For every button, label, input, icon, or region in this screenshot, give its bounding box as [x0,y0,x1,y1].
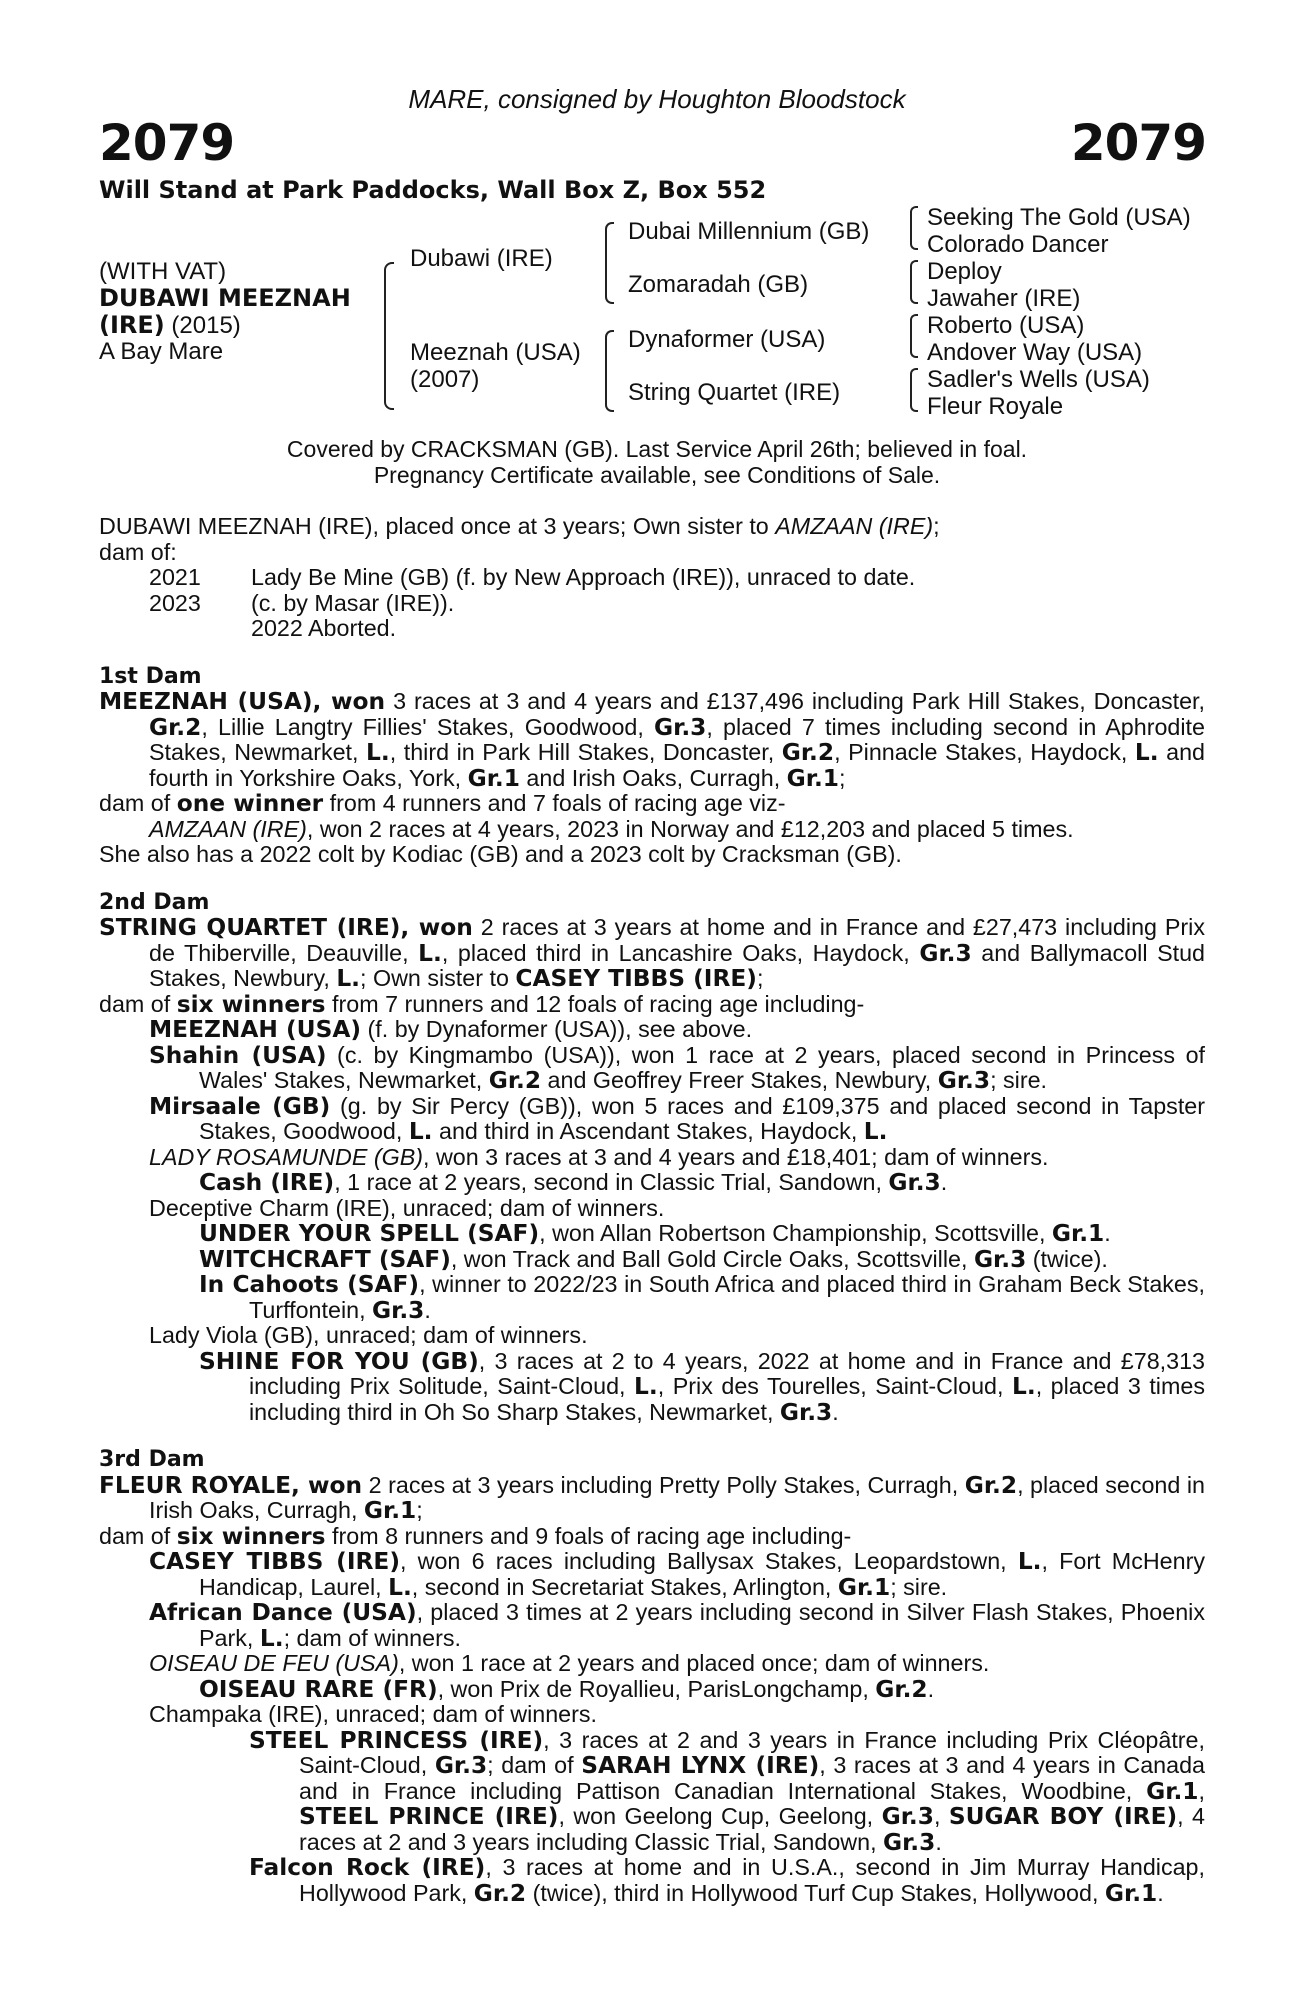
brace-gen3-0 [910,206,918,250]
produce-row [99,616,1205,642]
text-run: ; [839,764,846,791]
text-run: CASEY TIBBS (IRE) [515,965,757,992]
produce-text: (c. by Masar (IRE)). [251,589,455,616]
text-run: , 3 races at 3 and 4 years in Canada and in France including Pattison Canadian International Stakes, Woodbine, [299,1752,1205,1804]
text-run: L. [259,1624,284,1652]
text-run: , won 3 races at 3 and 4 years and £18,401; dam of winners. [423,1143,1049,1170]
gen3-3: Jawaher (IRE) [927,285,1081,312]
text-run: dam of [99,790,177,816]
intro-line [99,514,1205,540]
catalogue-body [99,514,1205,1906]
text-run: OISEAU RARE (FR) [199,1675,438,1703]
dam2-grandprogeny-under-your-spell [99,1221,1205,1247]
text-run: CASEY TIBBS (IRE) [149,1548,400,1575]
text-run: Gr.3 [883,1828,936,1856]
dam2-progeny-mirsaale [99,1094,1205,1145]
intro-text: DUBAWI MEEZNAH (IRE), placed once at 3 years; Own sister to [99,513,776,539]
dam3-progeny-african-dance [99,1600,1205,1651]
text-run: STEEL PRINCE (IRE) [299,1803,559,1830]
text-run: ; dam of [487,1752,582,1778]
produce-row [99,565,1205,591]
text-run: , placed 3 times including third in Oh So Sharp Stakes, Newmarket, [249,1373,1205,1425]
horse-name-line2 [99,311,241,340]
text-run: Gr.2 [781,739,835,766]
covered-line2: Pregnancy Certificate available, see Conditions of Sale. [373,462,941,488]
text-run: (twice), third in Hollywood Turf Cup Stakes, Hollywood, [526,1879,1105,1906]
text-run: Gr.3 [881,1803,934,1830]
text-run: , 1 race at 2 years, second in Classic Trial, Sandown, [334,1169,889,1195]
lot-number-right: 2079 [1070,114,1206,172]
text-run: ; sire. [990,1067,1048,1093]
text-run: , 3 races at 2 to 4 years, 2022 at home and in France and £78,313 including Prix Solitude, Saint-Cloud, [249,1347,1205,1399]
lot-number-left: 2079 [99,114,235,172]
text-run: ; sire. [890,1573,948,1600]
sire: Dubawi (IRE) [410,245,553,272]
text-run: Cash (IRE) [199,1169,335,1196]
text-run: six winners [176,1522,326,1550]
text-run: Gr.2 [875,1675,928,1703]
text-run: SARAH LYNX (IRE) [581,1752,820,1779]
text-run: . [424,1296,431,1323]
dam-line2: (2007) [410,366,480,393]
dam2-grandprogeny-witchcraft [99,1247,1205,1273]
dam2-dam-of [99,992,1205,1018]
text-run: L. [388,1573,412,1601]
dam3-name: FLEUR ROYALE, won [99,1471,363,1499]
text-run: , second in Secretariat Stakes, Arlington, [411,1573,838,1600]
text-run: from 7 runners and 12 foals of racing age including- [325,990,865,1017]
brace-gen3-2 [910,314,918,358]
text-run: , Prix des Tourelles, Saint-Cloud, [657,1373,1012,1399]
text-run: (g. by Sir Percy (GB)), won 5 races and £109,375 and placed second in Tapster Stakes, Goodwood, [199,1092,1206,1144]
dam1-progeny-amzaan [99,817,1205,843]
dam3-progeny-casey-tibbs [99,1549,1205,1600]
text-run: (twice). [1026,1245,1108,1272]
dam2-grandprogeny-in-cahoots [99,1272,1205,1323]
text-run: In Cahoots (SAF) [199,1271,420,1298]
dam2-name: STRING QUARTET (IRE), won [99,914,473,941]
dam1-also: She also has a 2022 colt by Kodiac (GB) and a 2023 colt by Cracksman (GB). [99,841,902,867]
text-run: Gr.1 [837,1573,891,1601]
text-run: , placed 3 times at 2 years including second in Silver Flash Stakes, Phoenix Park, [199,1599,1205,1651]
text-run: , won 2 races at 4 years, 2023 in Norway and £12,203 and placed 5 times. [306,815,1074,842]
text-run: , won Track and Ball Gold Circle Oaks, Scottsville, [450,1245,974,1272]
text-run: , winner to 2022/23 in South Africa and placed third in Graham Beck Stakes, Turffontein, [249,1271,1205,1323]
text-run: L. [863,1118,888,1145]
dam3-grandprogeny-steel-princess [99,1728,1205,1856]
dam-line1: Meeznah (USA) [410,339,581,366]
text-run: L. [1134,739,1159,766]
text-run: L. [366,739,390,766]
stand-location: Will Stand at Park Paddocks, Wall Box Z, Box 552 [99,176,767,204]
gen3-1: Colorado Dancer [927,231,1109,258]
text-run: and Irish Oaks, Curragh, [519,764,787,791]
produce-year: 2023 [149,589,201,616]
text-run: 3 races at 3 and 4 years and £137,496 including Park Hill Stakes, Doncaster, [385,688,1205,714]
text-run: ; dam of winners. [283,1624,461,1651]
text-run: , Lillie Langtry Fillies' Stakes, Goodwood, [201,713,655,740]
text-run: Gr.2 [964,1471,1018,1499]
text-run: SUGAR BOY (IRE) [948,1803,1178,1830]
text-run: . [1104,1220,1111,1246]
text-run: MEEZNAH (USA) [149,1016,362,1043]
text-run: L. [1017,1548,1042,1575]
gen2-1: Zomaradah (GB) [628,271,809,298]
dam2-progeny-lady-viola: Lady Viola (GB), unraced; dam of winners. [149,1322,588,1348]
brace-gen3-1 [910,260,918,304]
text-run: , won Allan Robertson Championship, Scottsville, [539,1220,1052,1246]
text-run: Mirsaale (GB) [149,1092,331,1120]
dam3-progeny-oiseau-de-feu [99,1651,1205,1677]
produce-text: Lady Be Mine (GB) (f. by New Approach (IRE)), unraced to date. [251,564,916,590]
text-run: Gr.2 [488,1067,542,1094]
dam1-heading: 1st Dam [99,663,202,689]
text-run: Gr.1 [1104,1879,1158,1907]
gen3-7: Fleur Royale [927,393,1064,420]
text-run: L. [634,1373,658,1400]
text-run: OISEAU DE FEU (USA) [149,1650,399,1676]
text-run: L. [336,965,361,992]
text-run: from 8 runners and 9 foals of racing age including- [325,1522,852,1549]
dam2-record [99,915,1205,992]
gen3-6: Sadler's Wells (USA) [927,366,1150,393]
text-run: L. [1011,1373,1036,1400]
text-run: Gr.3 [937,1067,991,1094]
text-run: (f. by Dynaformer (USA)), see above. [361,1016,753,1042]
dam2-progeny-shahin [99,1043,1205,1094]
text-run: Gr.1 [363,1497,417,1524]
dam2-progeny-deceptive-charm: Deceptive Charm (IRE), unraced; dam of winners. [149,1194,665,1221]
text-run: African Dance (USA) [149,1599,417,1626]
text-run: , 3 races at home and in U.S.A., second in Jim Murray Handicap, Hollywood Park, [299,1854,1205,1906]
dam3-heading: 3rd Dam [99,1447,205,1472]
gen2-3: String Quartet (IRE) [628,379,841,406]
text-run: and Geoffrey Freer Stakes, Newbury, [541,1067,938,1093]
text-run: Gr.3 [779,1398,833,1426]
text-run: LADY ROSAMUNDE (GB) [149,1143,423,1170]
horse-year: (2015) [164,312,241,339]
intro-dam-of: dam of: [99,538,177,565]
produce-text: 2022 Aborted. [251,615,397,641]
dam1-dam-of [99,791,1205,817]
gen2-0: Dubai Millennium (GB) [628,218,870,245]
vat-note: (WITH VAT) [99,258,227,285]
text-run: ; [756,965,764,991]
horse-description: A Bay Mare [99,338,224,365]
text-run: , third in Park Hill Stakes, Doncaster, [389,739,782,765]
text-run: , [1198,1777,1205,1804]
text-run: , placed 7 times including second in Aphrodite Stakes, Newmarket, [149,713,1205,765]
text-run: Gr.3 [973,1245,1027,1273]
text-run: , 3 races at 2 and 3 years in France including Prix Cléopâtre, Saint-Cloud, [299,1726,1205,1778]
text-run: Gr.1 [467,764,520,792]
text-run: one winner [176,790,324,817]
gen3-0: Seeking The Gold (USA) [927,204,1191,231]
dam2-progeny-lady-rosamunde [99,1145,1205,1171]
dam2-grandprogeny-shine-for-you [99,1349,1205,1426]
text-run: six winners [176,990,326,1018]
dam2-progeny-meeznah [99,1017,1205,1043]
text-run: ; [416,1497,423,1523]
gen3-5: Andover Way (USA) [927,339,1143,366]
text-run: 2 races at 3 years at home and in France and £27,473 including Prix de Thiberville, Deauville, [149,914,1205,966]
covered-note [0,436,1314,488]
text-run: . [927,1675,935,1702]
text-run: , placed second in Irish Oaks, Curragh, [149,1471,1205,1523]
text-run: and fourth in Yorkshire Oaks, York, [149,739,1205,791]
intro-end: ; [933,513,940,539]
horse-name: DUBAWI MEEZNAH [99,284,351,312]
text-run: Gr.3 [372,1296,425,1324]
text-run: , won Geelong Cup, Geelong, [558,1803,882,1829]
text-run: AMZAAN (IRE) [149,815,307,842]
text-run: Gr.1 [786,764,840,792]
dam3-progeny-champaka: Champaka (IRE), unraced; dam of winners. [149,1701,598,1727]
text-run: dam of [99,1522,177,1549]
brace-sire [605,222,614,304]
produce-row [99,591,1205,617]
text-run: , won Prix de Royallieu, ParisLongchamp, [437,1675,876,1702]
dam2-heading: 2nd Dam [99,889,210,915]
gen2-2: Dynaformer (USA) [628,326,826,353]
text-run: (c. by Kingmambo (USA)), won 1 race at 2 years, placed second in Princess of Wales' Stakes, Newmarket, [199,1041,1206,1093]
text-run: . [1157,1879,1164,1906]
horse-country: (IRE) [99,311,165,339]
text-run: , won 6 races including Ballysax Stakes, Leopardstown, [400,1548,1018,1574]
text-run: , 4 races at 2 and 3 years including Classic Trial, Sandown, [299,1803,1205,1855]
brace-dam [605,330,614,412]
text-run: , Fort McHenry Handicap, Laurel, [199,1548,1205,1600]
text-run: Gr.3 [654,713,707,741]
text-run: Gr.3 [919,939,972,967]
text-run: , won 1 race at 2 years and placed once; dam of winners. [398,1650,990,1676]
text-run: Shahin (USA) [149,1041,327,1069]
text-run: Gr.1 [1051,1220,1105,1247]
dam3-record [99,1473,1205,1524]
dam1-name: MEEZNAH (USA), won [99,688,386,715]
text-run: 2 races at 3 years including Pretty Polly Stakes, Curragh, [362,1471,965,1498]
text-run: . [935,1828,942,1855]
text-run: L. [408,1118,433,1145]
text-run: . [832,1398,839,1425]
text-run: WITCHCRAFT (SAF) [199,1245,451,1273]
text-run: and Ballymacoll Stud Stakes, Newbury, [149,939,1205,991]
text-run: . [940,1169,948,1195]
gen3-2: Deploy [927,258,1002,285]
brace-gen3-3 [910,368,918,412]
brace-generation1 [384,262,394,410]
dam3-grandprogeny-oiseau-rare [99,1677,1205,1703]
text-run: and third in Ascendant Stakes, Haydock, [432,1118,864,1144]
text-run: ; Own sister to [360,965,516,991]
text-run: Falcon Rock (IRE) [249,1854,486,1881]
gen3-4: Roberto (USA) [927,312,1085,339]
text-run: Gr.1 [1146,1777,1199,1805]
intro-sister: AMZAAN (IRE) [775,513,934,539]
covered-line1: Covered by CRACKSMAN (GB). Last Service April 26th; believed in foal. [286,436,1028,462]
text-run: , Pinnacle Stakes, Haydock, [834,739,1135,765]
text-run: from 4 runners and 7 foals of racing age viz- [323,790,786,816]
dam2-grandprogeny-cash [99,1170,1205,1196]
text-run: Gr.2 [473,1879,527,1907]
dam3-dam-of [99,1524,1205,1550]
text-run: STEEL PRINCESS (IRE) [249,1726,544,1754]
text-run: Gr.3 [888,1169,941,1196]
text-run: Gr.3 [434,1752,488,1779]
dam1-record [99,689,1205,791]
text-run: Gr.2 [149,713,202,741]
text-run: SHINE FOR YOU (GB) [199,1347,479,1375]
text-run: , [933,1803,949,1829]
text-run: L. [418,939,442,967]
consignment-line: MARE, consigned by Houghton Bloodstock [408,84,906,114]
text-run: UNDER YOUR SPELL (SAF) [199,1220,540,1247]
text-run: , placed third in Lancashire Oaks, Haydock, [441,939,920,966]
dam3-grandprogeny-falcon-rock [99,1855,1205,1906]
produce-year: 2021 [149,564,201,590]
text-run: dam of [99,990,177,1017]
